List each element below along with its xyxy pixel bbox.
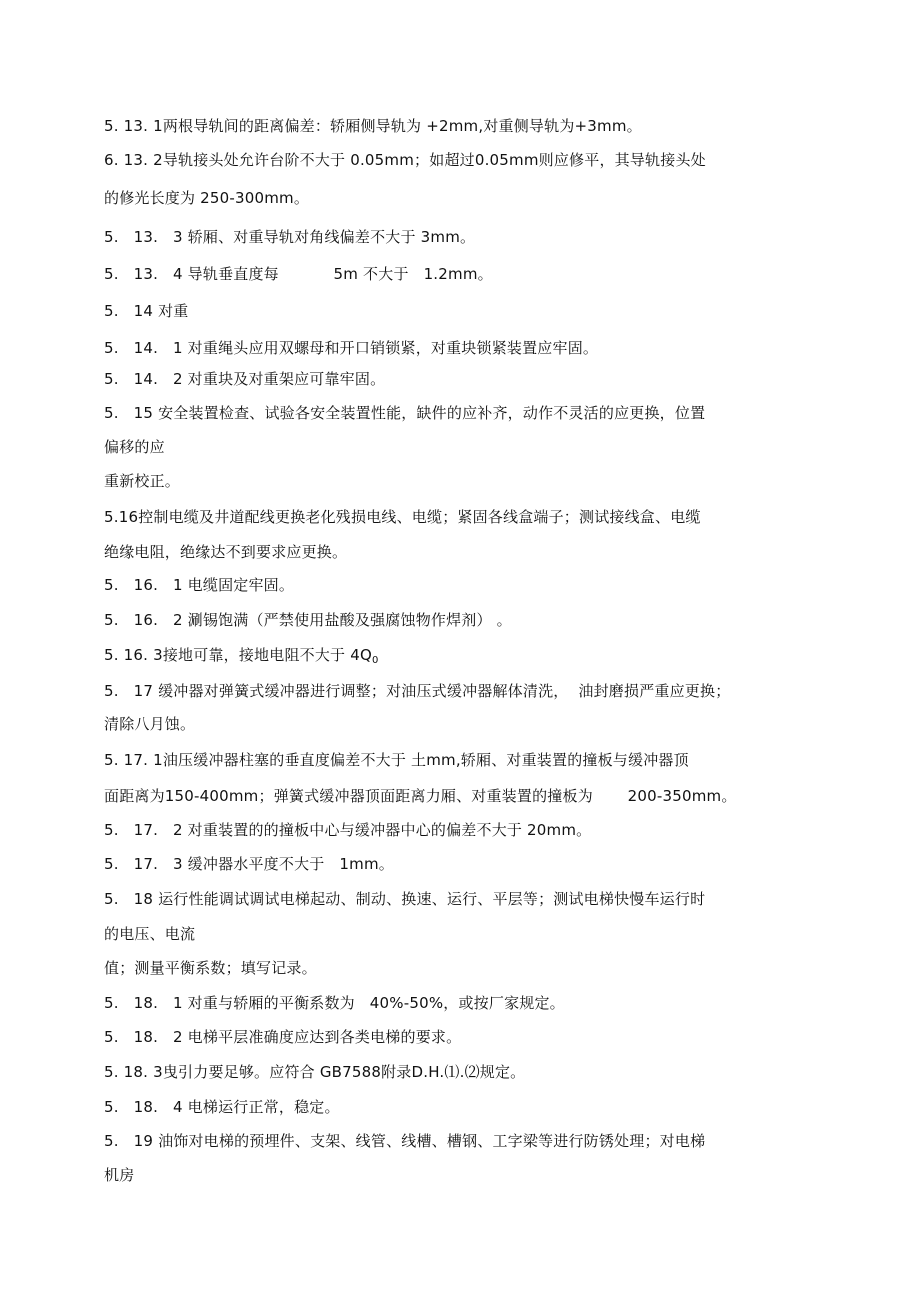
text-line: 5. 14. 2 对重块及对重架应可靠牢固。 bbox=[104, 370, 386, 388]
text-line: 5. 17 缓冲器对弹簧式缓冲器进行调整；对油压式缓冲器解体清洗， 油封磨损严重应更换； bbox=[104, 682, 731, 700]
text-line: 5. 14 对重 bbox=[104, 302, 189, 320]
text-line: 5. 18. 4 电梯运行正常，稳定。 bbox=[104, 1098, 340, 1116]
text-line: 5. 18. 2 电梯平层准确度应达到各类电梯的要求。 bbox=[104, 1028, 462, 1046]
text-line: 5. 16. 1 电缆固定牢固。 bbox=[104, 576, 295, 594]
text-line: 值；测量平衡系数；填写记录。 bbox=[104, 959, 317, 977]
text-line: 绝缘电阻，绝缘达不到要求应更换。 bbox=[104, 543, 348, 561]
text-line: 5. 18. 3曳引力要足够。应符合 GB7588附录D.H.⑴.⑵规定。 bbox=[104, 1063, 526, 1081]
text-line: 5. 18 运行性能调试调试电梯起动、制动、换速、运行、平层等；测试电梯快慢车运行时 bbox=[104, 890, 706, 908]
text-line: 机房 bbox=[104, 1166, 135, 1184]
text-line: 5. 15 安全装置检查、试验各安全装置性能，缺件的应补齐，动作不灵活的应更换，位置 bbox=[104, 404, 706, 422]
text-line: 5. 13. 4 导轨垂直度每 5m 不大于 1.2mm。 bbox=[104, 265, 493, 283]
text-segment: 5. 16. 3接地可靠，接地电阻不大于 4Q bbox=[104, 646, 372, 664]
text-line: 的修光长度为 250-300mm。 bbox=[104, 189, 310, 207]
text-line: 5. 16. 2 涮锡饱满（严禁使用盐酸及强腐蚀物作焊剂） 。 bbox=[104, 611, 512, 629]
text-line: 5. 18. 1 对重与轿厢的平衡系数为 40%-50%，或按厂家规定。 bbox=[104, 994, 565, 1012]
text-line: 5. 17. 3 缓冲器水平度不大于 1mm。 bbox=[104, 855, 394, 873]
text-line: 5. 14. 1 对重绳头应用双螺母和开口销锁紧，对重块锁紧装置应牢固。 bbox=[104, 339, 599, 357]
text-line: 5. 17. 2 对重装置的的撞板中心与缓冲器中心的偏差不大于 20mm。 bbox=[104, 821, 592, 839]
text-line: 重新校正。 bbox=[104, 472, 181, 490]
subscript-zero: 0 bbox=[371, 655, 379, 666]
text-line: 5.16控制电缆及井道配线更换老化残损电线、电缆；紧固各线盒端子；测试接线盒、电缆 bbox=[104, 508, 701, 526]
text-line: 5. 17. 1油压缓冲器柱塞的垂直度偏差不大于 土mm,轿厢、对重装置的撞板与缓冲器顶 bbox=[104, 751, 689, 769]
text-line: 6. 13. 2导轨接头处允许台阶不大于 0.05mm；如超过0.05mm则应修平，其导轨接头处 bbox=[104, 151, 706, 169]
text-line: 5. 19 油饰对电梯的预埋件、支架、线管、线槽、槽钢、工字梁等进行防锈处理；对电梯 bbox=[104, 1132, 706, 1150]
text-line: 清除八月蚀。 bbox=[104, 715, 196, 733]
text-line: 面距离为150-400mm；弹簧式缓冲器顶面距离力厢、对重装置的撞板为 200-350mm。 bbox=[104, 787, 737, 805]
text-line: 的电压、电流 bbox=[104, 925, 196, 943]
text-line: 偏移的应 bbox=[104, 438, 165, 456]
text-line: 5. 13. 3 轿厢、对重导轨对角线偏差不大于 3mm。 bbox=[104, 228, 476, 246]
text-line bbox=[104, 645, 379, 671]
text-line: 5. 13. 1两根导轨间的距离偏差：轿厢侧导轨为 +2mm,对重侧导轨为+3mm。 bbox=[104, 117, 642, 135]
